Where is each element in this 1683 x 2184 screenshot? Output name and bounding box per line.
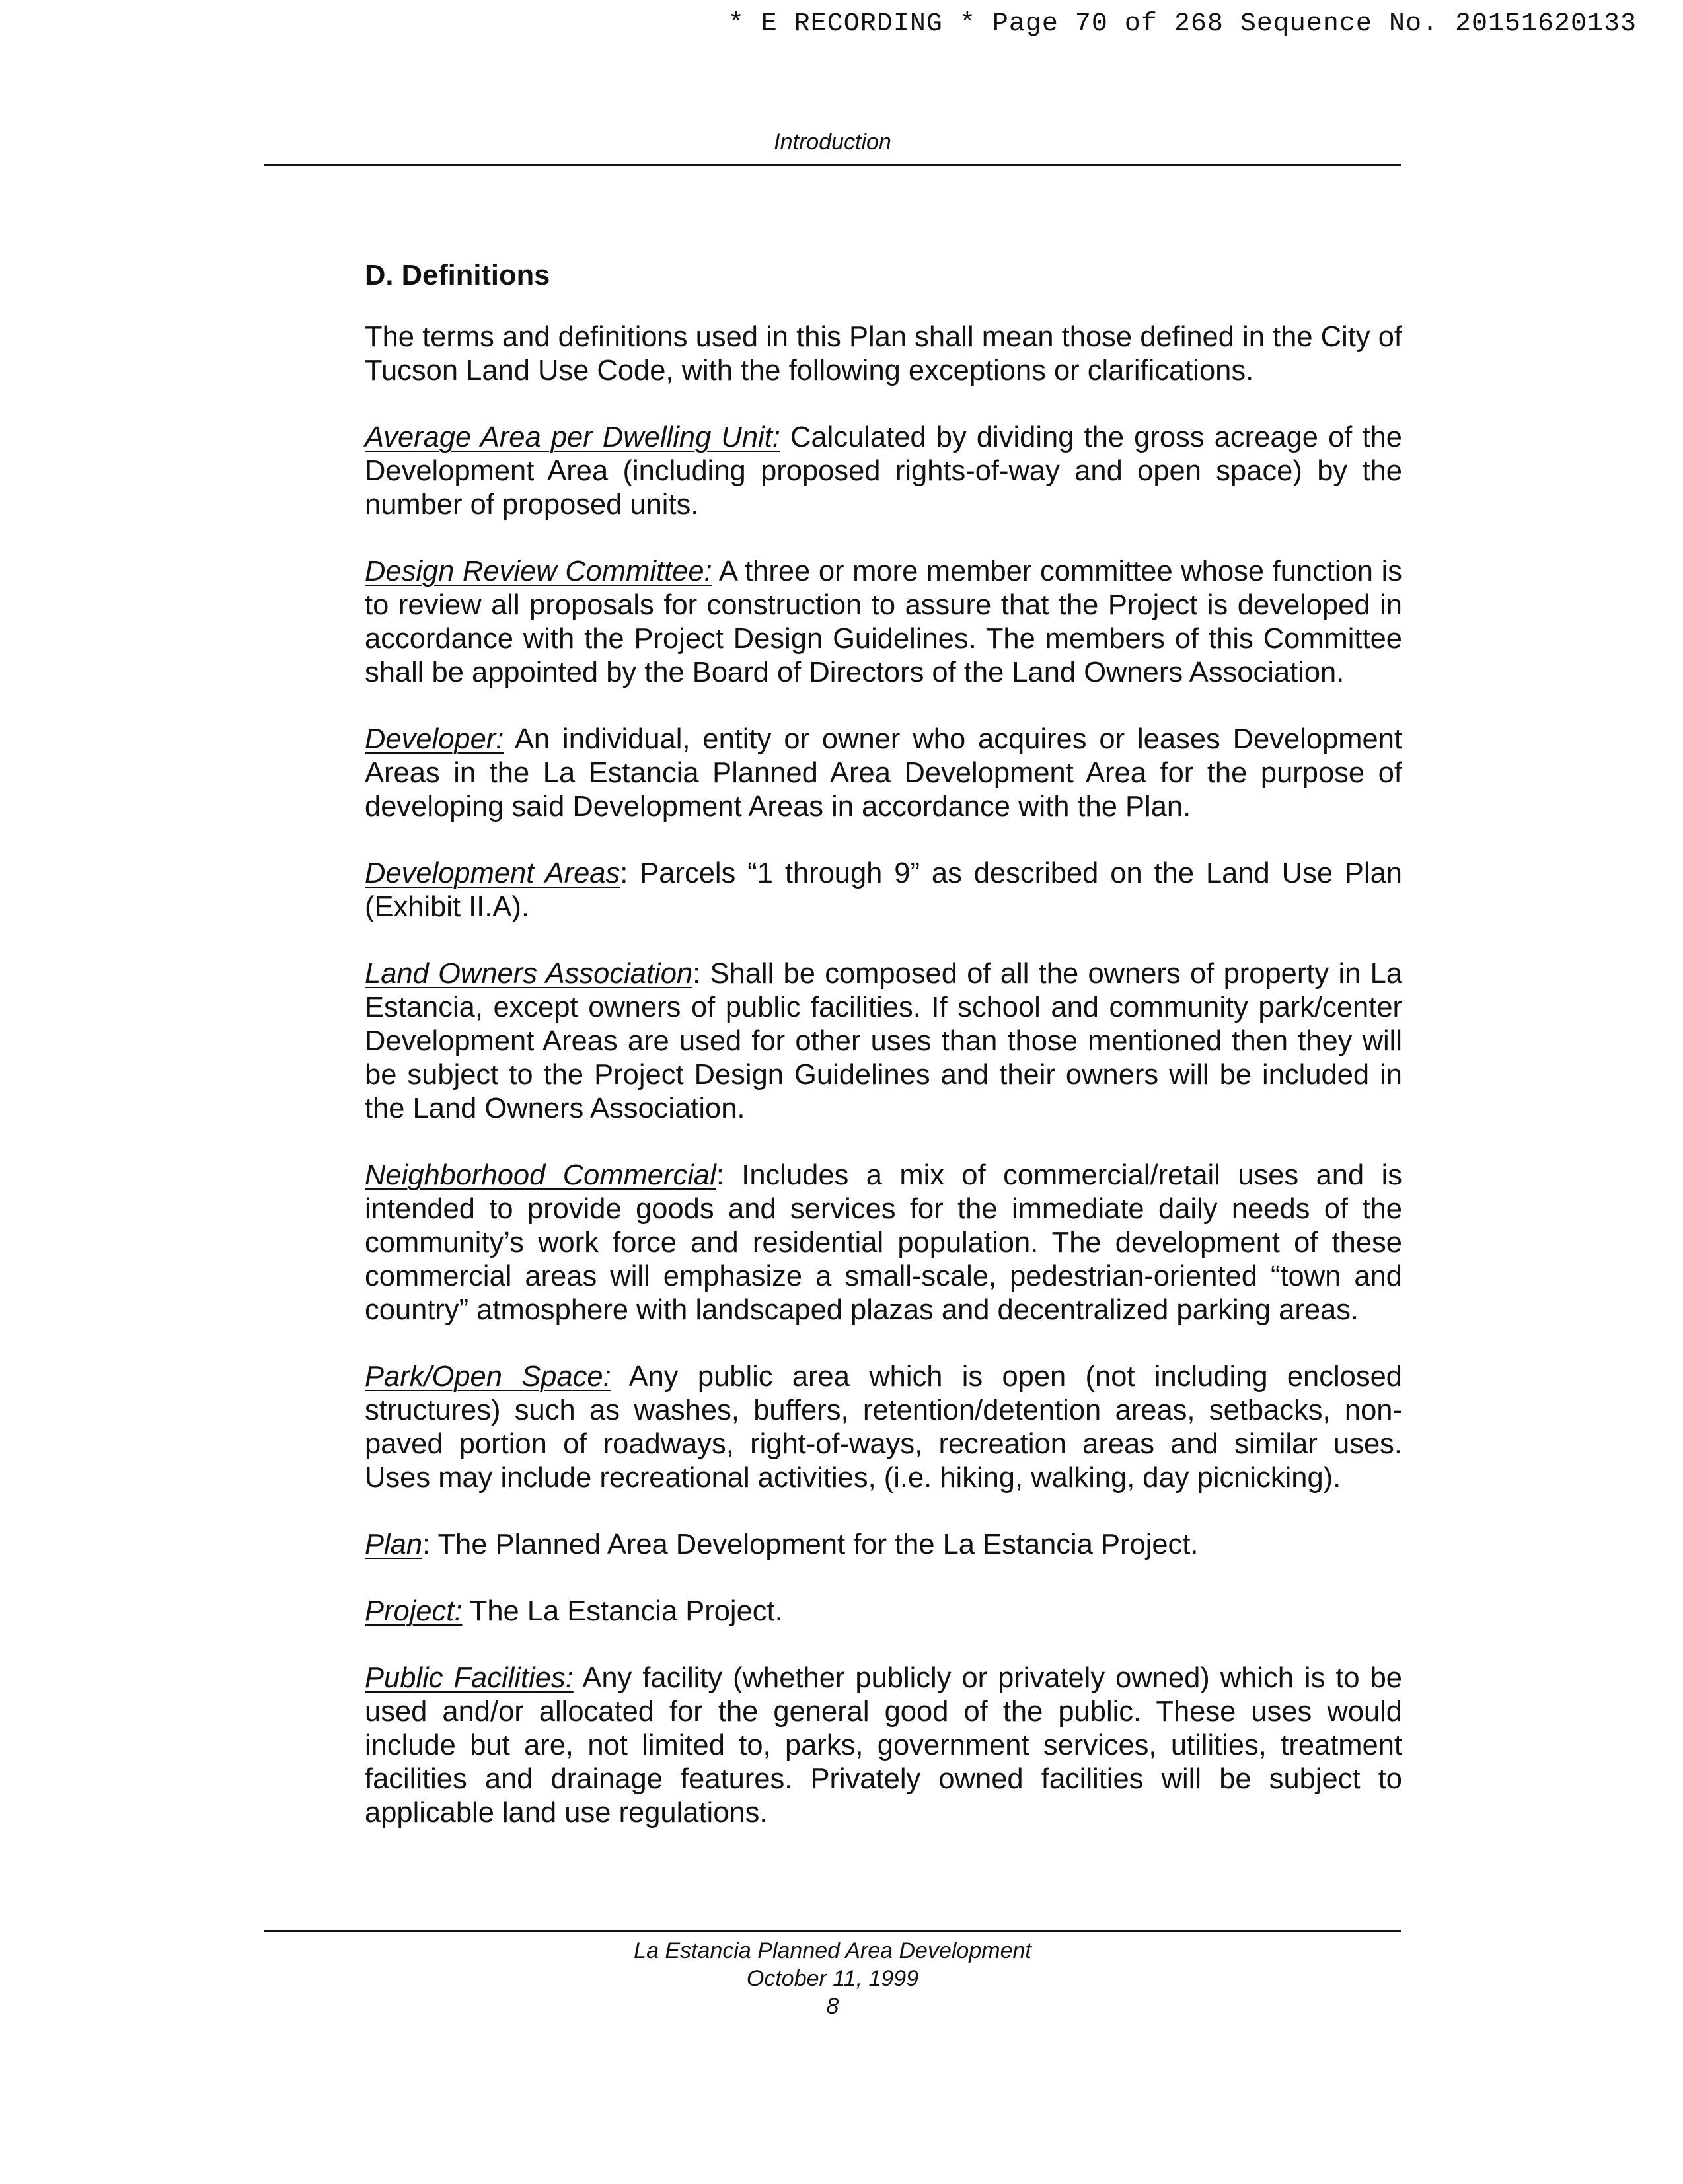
definition-term: Project: [365,1595,463,1627]
definition-term: Neighborhood Commercial [365,1159,716,1191]
footer-date: October 11, 1999 [746,1966,919,1991]
definition-developer [365,723,1402,824]
definition-average-area-per-dwelling-unit [365,421,1402,522]
definition-text: An individual, entity or owner who acquires or leases Development Areas in the La Estancia Planned Area Development Area for the purpose of developing said Development Areas in accordance with the Plan. [365,723,1402,822]
definition-term: Plan [365,1529,423,1560]
definition-text: Calculated by dividing the gross acreage of the Development Area (including proposed rights-of-way and open space) by the number of proposed units. [365,421,1402,521]
recording-stamp: * E RECORDING * Page 70 of 268 Sequence No. 20151620133 [728,9,1637,39]
definition-park-open-space [365,1360,1402,1495]
footer-rule [264,1930,1401,1932]
definition-term: Developer: [365,723,504,755]
document-body [365,259,1402,1863]
definition-text: The La Estancia Project. [462,1595,783,1627]
section-heading: D. Definitions [365,260,550,291]
header-rule [264,164,1401,166]
definition-neighborhood-commercial [365,1159,1402,1327]
definition-project [365,1595,1402,1628]
definition-term: Park/Open Space: [365,1361,611,1393]
page-footer [264,1937,1401,2020]
definition-development-areas [365,857,1402,924]
definition-term: Design Review Committee: [365,556,712,587]
definition-text: Any public area which is open (not including enclosed structures) such as washes, buffers, retention/detention areas, setbacks, non-paved portion of roadways, right-of-ways, recreation areas and similar uses. Uses may include recreational activities, (i.e. hiking, walking, day picnicking). [365,1361,1402,1494]
definition-public-facilities [365,1661,1402,1830]
running-header: Introduction [774,129,891,155]
footer-page-number: 8 [826,1994,839,2019]
intro-paragraph: The terms and definitions used in this Plan shall mean those defined in the City of Tucson Land Use Code, with the following exceptions or clarifications. [365,321,1402,386]
definition-term: Average Area per Dwelling Unit: [365,421,780,453]
definition-text: : Parcels “1 through 9” as described on the Land Use Plan (Exhibit II.A). [365,857,1402,923]
footer-document-title: La Estancia Planned Area Development [634,1938,1031,1963]
definition-text: Any facility (whether publicly or privately owned) which is to be used and/or allocated for the general good of the public. These uses would include but are, not limited to, parks, government services, utilities, treatment facilities and drainage features. Privately owned facilities will be subject to applicable land use regulations. [365,1662,1402,1829]
definition-design-review-committee [365,555,1402,690]
definition-text: : The Planned Area Development for the La Estancia Project. [422,1529,1199,1560]
definition-text: : Includes a mix of commercial/retail uses and is intended to provide goods and services for the immediate daily needs of the community’s work force and residential population. The development of these commercial areas will emphasize a small-scale, pedestrian-oriented “town and country” atmosphere with landscaped plazas and decentralized parking areas. [365,1159,1402,1326]
definition-land-owners-association [365,957,1402,1126]
definition-text: A three or more member committee whose function is to review all proposals for construction to assure that the Project is developed in accordance with the Project Design Guidelines. The members of this Committee shall be appointed by the Board of Directors of the Land Owners Association. [365,556,1403,688]
definition-plan [365,1528,1402,1562]
definition-text: : Shall be composed of all the owners of property in La Estancia, except owners of public facilities. If school and community park/center Development Areas are used for other uses than those mentioned then they will be subject to the Project Design Guidelines and their owners will be included in the Land Owners Association. [365,958,1403,1124]
definition-term: Public Facilities: [365,1662,574,1694]
definition-term: Land Owners Association [365,958,693,990]
definition-term: Development Areas [365,857,620,889]
